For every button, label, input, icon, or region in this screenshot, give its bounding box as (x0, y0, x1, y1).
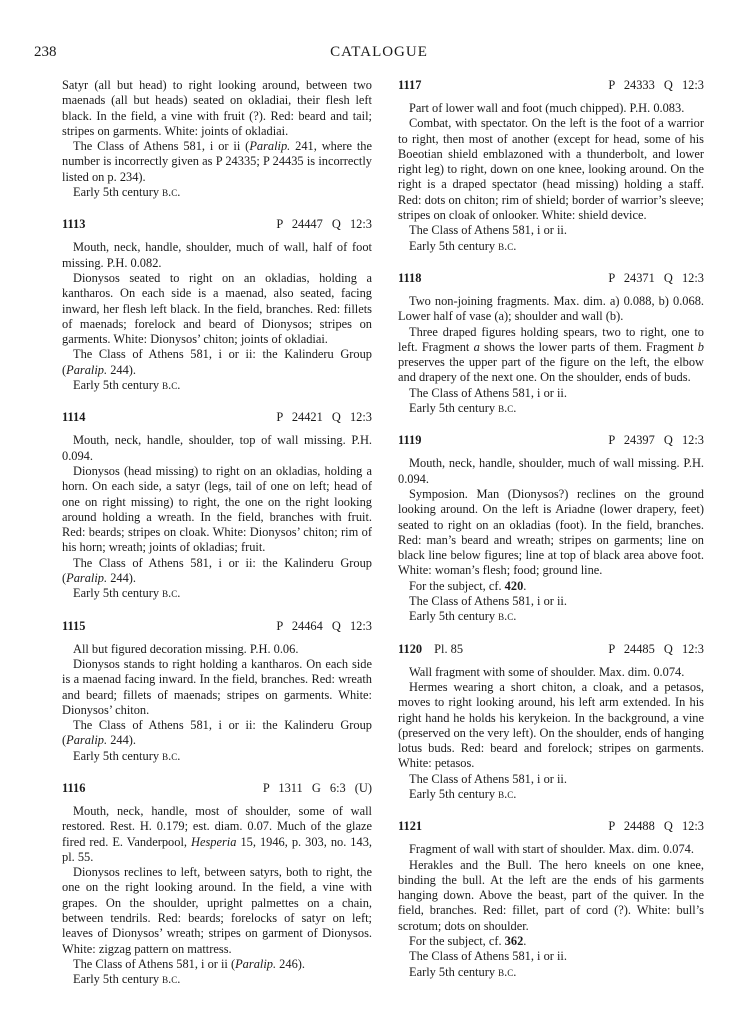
entry-number: 1119 (398, 433, 422, 448)
entry-condition: Mouth, neck, handle, most of shoulder, some of wall restored. Rest. H. 0.179; est. diam. 0.07. Much of the glaze fired red. E. Vanderpool, Hesperia 15, 1946, p. 303, no. 143, pl. 55. (62, 803, 372, 864)
entry-description: Herakles and the Bull. The hero kneels on one knee, binding the bull. At the left are the ends of his garments hanging down. Above the beast, part of the quiver. In the field, branches. Red: fillet, part of cord (?). White: bull’s scrotum; dots on shoulder. (398, 857, 704, 933)
entry-comparison: For the subject, cf. 420. (409, 578, 527, 593)
entry-inventory: P 1311 G 6:3 (U) (262, 780, 372, 795)
entry-attribution: The Class of Athens 581, i or ii. (409, 385, 567, 400)
entry-description: Dionysos seated to right on an okladias, holding a kantharos. On each side is a maenad, also seated, facing inward, her flesh left black. In the field, branches. Red: fillets of maenads; forelock and beard of Dionysos; stripes on garments. White: Dionysos’ chiton; joints of okladiai. (62, 270, 372, 347)
entry-1120 (398, 642, 704, 803)
entry-1113 (62, 217, 372, 393)
entry-inventory: P 24488 Q 12:3 (608, 819, 704, 834)
entry-attribution: The Class of Athens 581, i or ii. (409, 223, 567, 238)
entry-heading (62, 217, 372, 233)
entry-attribution: The Class of Athens 581, i or ii. (409, 949, 567, 964)
entry-description: Dionysos (head missing) to right on an okladias, holding a horn. On each side, a satyr (legs, tail of one on left; head of one on right missing) to right, the one on the right looking around holding a wreath. In the field, branches with fruit. Red: beards; stripes on cloak. White: Dionysos’ chiton; rim of his horn; wreath; joints of okladias; fruit. (62, 463, 372, 555)
entry-description: Combat, with spectator. On the left is the foot of a warrior to right, then most of another (except for head, some of his Boeotian shield emblazoned with a thunderbolt, and lower right leg) to right, down on one knee, looking around. On the right is a draped spectator (head missing) holding a staff. Red: dots on chiton; rim of shield; border of warrior’s sleeve; stripes on cloak of onlooker. White: shield device. (398, 116, 704, 223)
entry-number: 1118 (398, 270, 422, 285)
entry-date: Early 5th century b.c. (409, 401, 517, 416)
entry-condition: Fragment of wall with start of shoulder. Max. dim. 0.074. (409, 842, 694, 857)
entry-description: Symposion. Man (Dionysos?) reclines on the ground looking around. On the left is Ariadne (lower drapery, feet) seated to right on an okladias (foot). In the field, branches. Red: man’s beard and wreath; stripes on garments; line on black line below figures; line at top of black area above foot. White: woman’s flesh; food; ground line. (398, 486, 704, 578)
entry-date: Early 5th century b.c. (73, 185, 181, 200)
entry-inventory: P 24447 Q 12:3 (276, 217, 372, 232)
entry-condition: Part of lower wall and foot (much chipped). P.H. 0.083. (409, 101, 685, 115)
entry-inventory: P 24371 Q 12:3 (608, 270, 704, 285)
entry-number: 1114 (62, 410, 86, 425)
entry-heading (398, 642, 704, 658)
entry-date: Early 5th century b.c. (409, 238, 517, 253)
entry-attribution: The Class of Athens 581, i or ii. (409, 594, 567, 609)
entry-description: Hermes wearing a short chiton, a cloak, and a petasos, moves to right looking around, his left arm extended. In his right hand he holds his kerykeion. In the background, a vine (preserved on the very left). On the shoulder, ends of hanging lotus buds. Red: beard and forelock; stripes on garments. White: petasos. (398, 679, 704, 771)
entry-heading (398, 819, 704, 835)
entry-1118 (398, 271, 704, 416)
entry-inventory: P 24333 Q 12:3 (608, 78, 704, 92)
entry-number: 1121 (398, 819, 423, 834)
entry-date: Early 5th century b.c. (409, 786, 517, 801)
entry-number: 1115 (62, 618, 86, 633)
entry-condition: Mouth, neck, handle, shoulder, much of wall missing. P.H. 0.094. (398, 456, 704, 486)
entry-date: Early 5th century b.c. (73, 972, 181, 987)
entry-description: Satyr (all but head) to right looking around, between two maenads (all but heads) seated on okladiai, their flesh left black. In the field, a vine with fruit (?). Red: beard and tail; stripes on garments. White: joints of okladiai. (62, 78, 372, 138)
entry-number: 1116 (62, 780, 86, 795)
entry-1115 (62, 619, 372, 764)
entry-number (398, 642, 463, 657)
entry-attribution: The Class of Athens 581, i or ii: the Kalinderu Group (Paralip. 244). (62, 347, 372, 377)
entry-1121 (398, 819, 704, 980)
entry-description: Dionysos stands to right holding a kantharos. On each side is a maenad facing inward. In the field, branches. Red: wreath and beard; fillets of maenads; stripes on garments. White: Dionysos’ chiton. (62, 656, 372, 717)
entry-attribution: The Class of Athens 581, i or ii. (409, 771, 567, 786)
running-head: CATALOGUE (330, 44, 428, 60)
left-column (62, 78, 372, 988)
entry-1114 (62, 410, 372, 601)
entry-attribution: The Class of Athens 581, i or ii: the Kalinderu Group (Paralip. 244). (62, 718, 372, 748)
entry-condition: Mouth, neck, handle, shoulder, top of wall missing. P.H. 0.094. (62, 433, 372, 463)
entry-condition: Mouth, neck, handle, shoulder, much of wall, half of foot missing. P.H. 0.082. (62, 240, 372, 270)
entry-heading (398, 78, 704, 94)
entry-date: Early 5th century b.c. (73, 586, 181, 601)
right-column (398, 78, 704, 980)
entry-date: Early 5th century b.c. (409, 964, 517, 979)
entry-attribution: The Class of Athens 581, i or ii (Paralip. 246). (73, 956, 305, 971)
entry-heading (62, 619, 372, 635)
plate-reference: Pl. 85 (434, 641, 464, 656)
entry-heading (62, 781, 372, 797)
entry-attribution: The Class of Athens 581, i or ii: the Kalinderu Group (Paralip. 244). (62, 555, 372, 586)
entry-heading (398, 271, 704, 287)
entry-attribution: The Class of Athens 581, i or ii (Paralip. 241, where the number is incorrectly given as P 24335; P 24435 is incorrectly listed on p. 234). (62, 139, 372, 184)
entry-condition: Two non-joining fragments. Max. dim. a) 0.088, b) 0.068. Lower half of vase (a); shoulder and wall (b). (398, 293, 704, 324)
entry-date: Early 5th century b.c. (73, 748, 181, 763)
page-header (34, 44, 724, 64)
entry-heading (62, 410, 372, 426)
page-number: 238 (34, 44, 57, 60)
entry-inventory: P 24421 Q 12:3 (276, 410, 372, 425)
entry-1117 (398, 78, 704, 254)
entry-inventory: P 24485 Q 12:3 (608, 641, 704, 656)
entry-comparison: For the subject, cf. 362. (409, 934, 527, 949)
entry-number-value: 1120 (398, 641, 423, 656)
entry-1116 (62, 781, 372, 988)
entry-description: Dionysos reclines to left, between satyrs, both to right, the one on the right looking around. In the field, a vine with grapes. On the shoulder, upright palmettes on a chain, between tendrils. Red: beards; forelocks of satyr on left; leaves of Dionysos’ wreath; stripes on garment of Dionysos. White: zigzag pattern on mattress. (62, 865, 372, 956)
entry-heading (398, 433, 704, 449)
entry-continuation (62, 78, 372, 200)
entry-inventory: P 24464 Q 12:3 (276, 618, 372, 633)
entry-inventory: P 24397 Q 12:3 (608, 433, 704, 448)
entry-number: 1113 (62, 217, 86, 232)
entry-condition: Wall fragment with some of shoulder. Max. dim. 0.074. (409, 664, 685, 679)
entry-number: 1117 (398, 78, 422, 92)
entry-1119 (398, 433, 704, 624)
entry-description: Three draped figures holding spears, two to right, one to left. Fragment a shows the lower parts of them. Fragment b preserves the upper part of the figure on the left, the elbow and drapery of the next one. On the shoulder, ends of buds. (398, 324, 704, 385)
entry-date: Early 5th century b.c. (409, 609, 517, 624)
entry-condition: All but figured decoration missing. P.H. 0.06. (73, 641, 299, 656)
entry-date: Early 5th century b.c. (73, 378, 181, 393)
